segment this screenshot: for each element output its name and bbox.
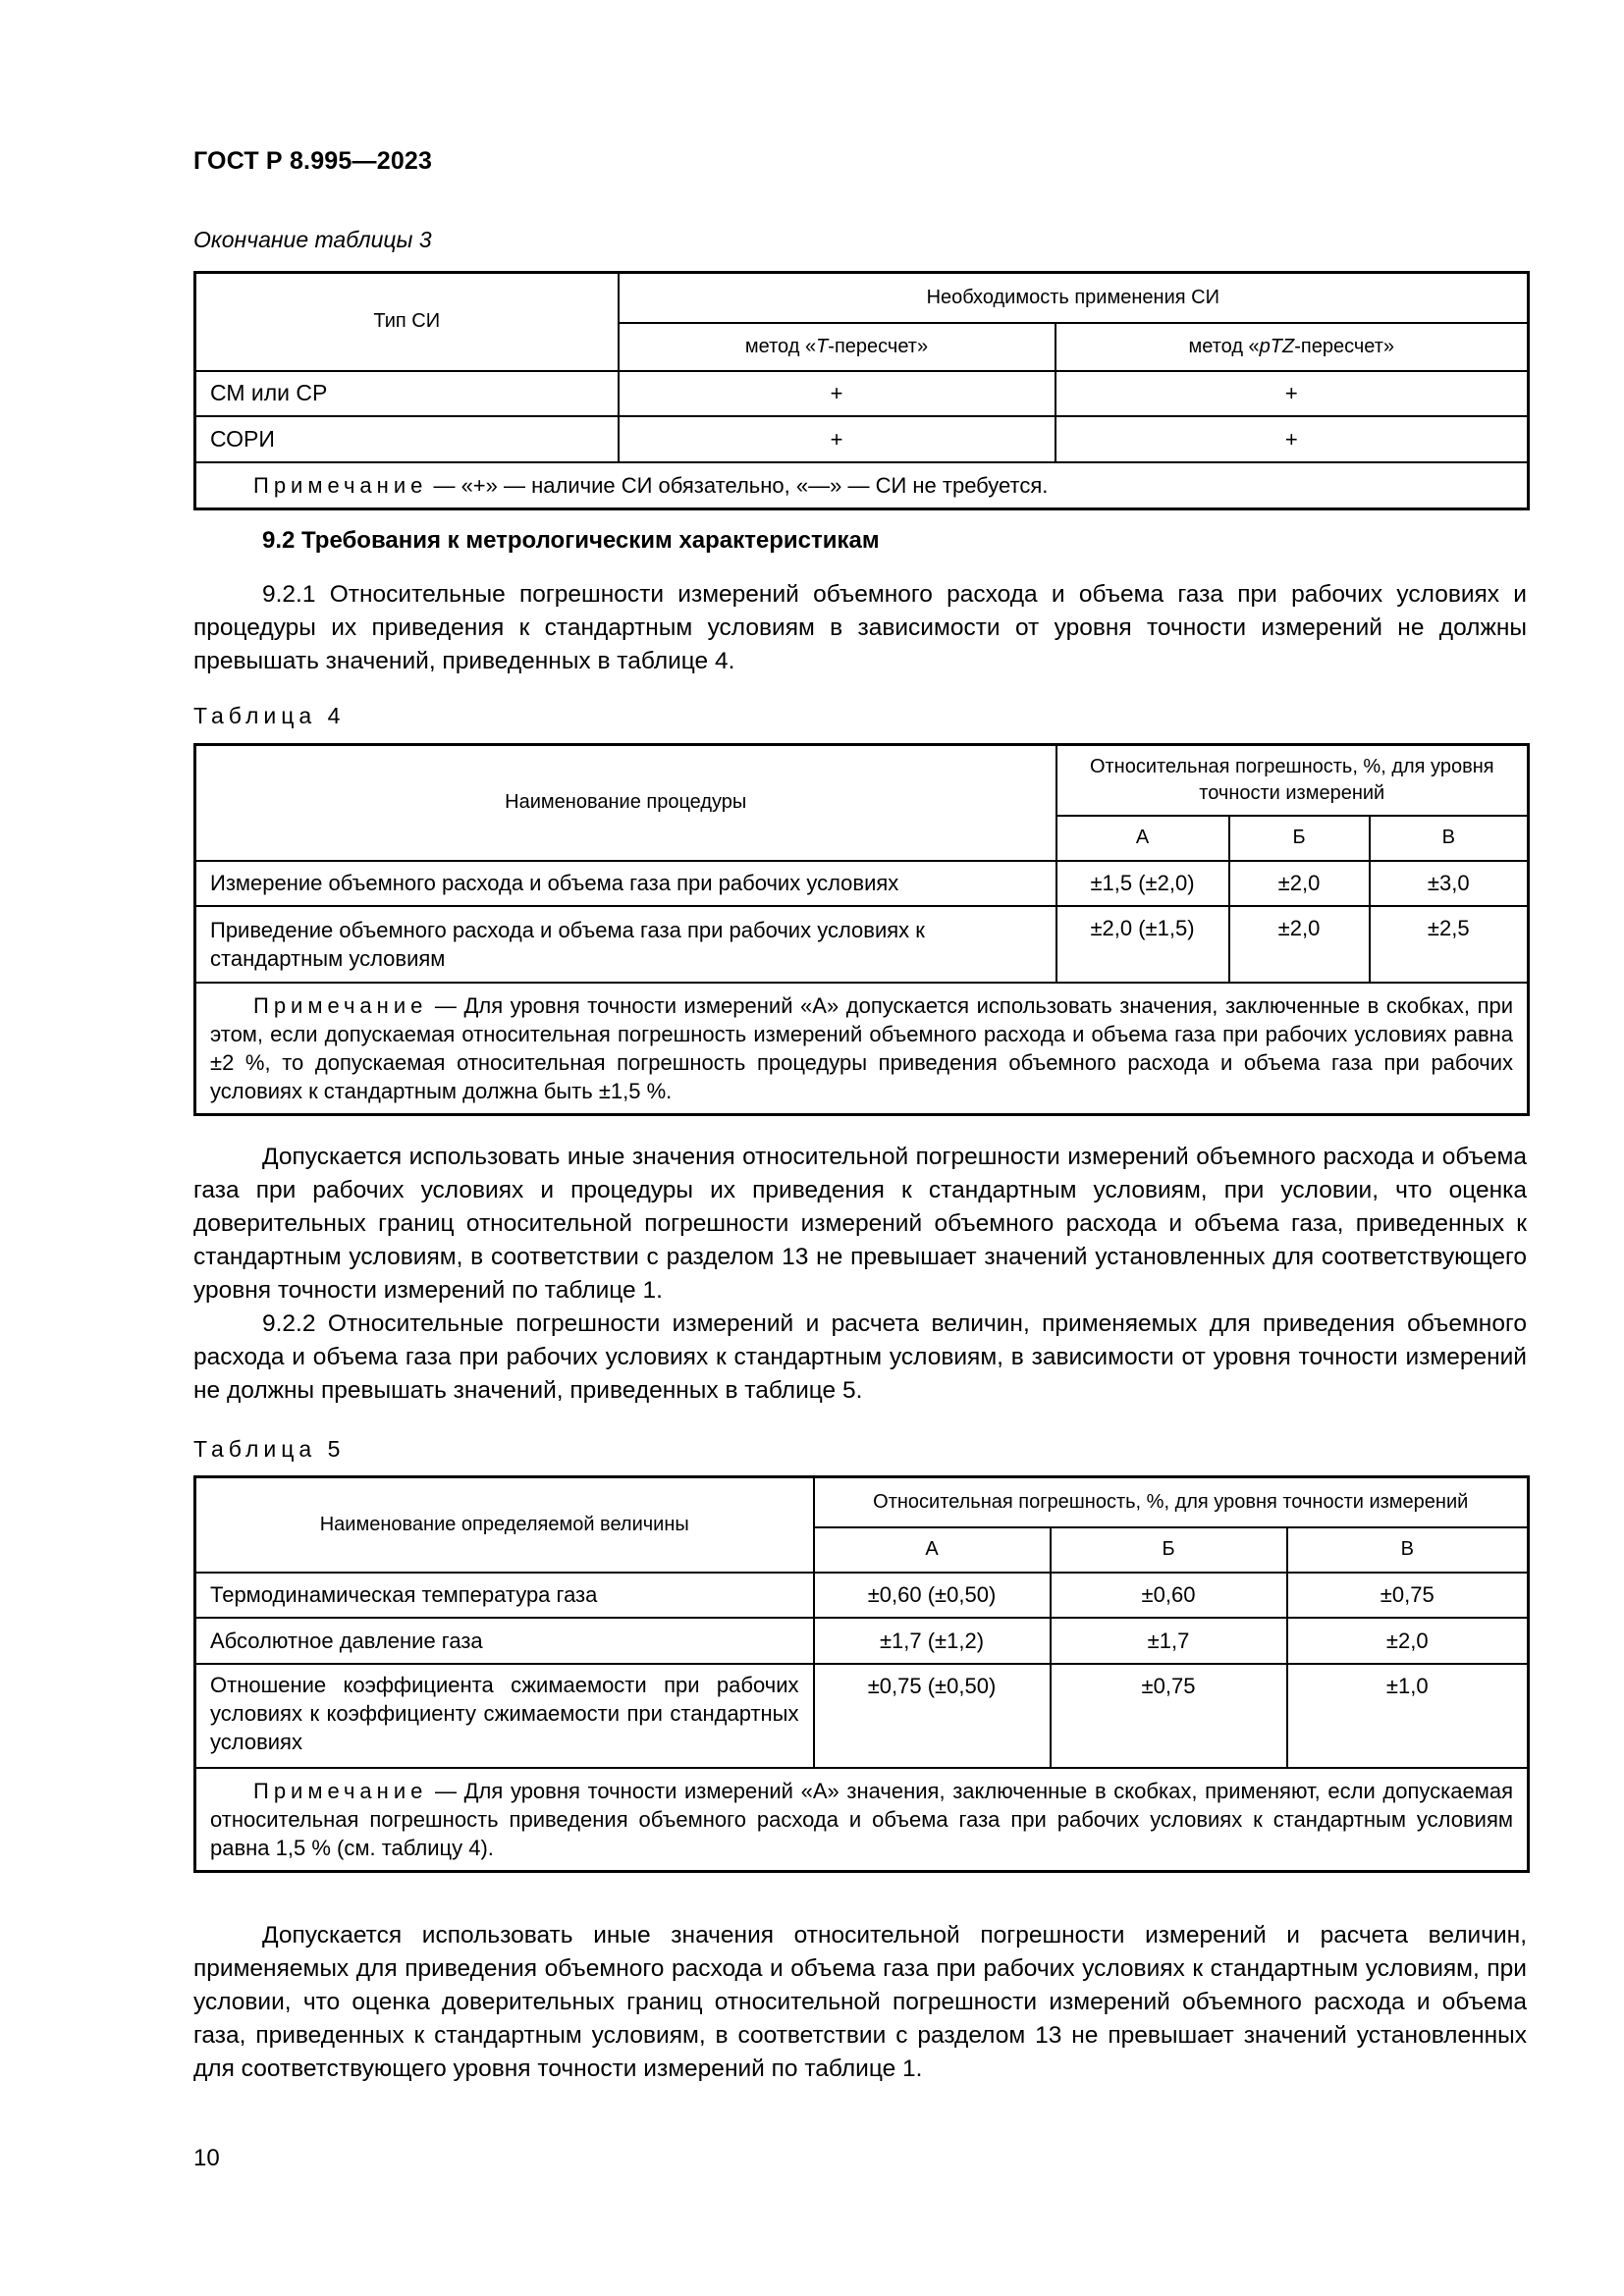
- table-5: [193, 1475, 1530, 1873]
- table-4: [193, 743, 1530, 1116]
- table3-header-group: Необходимость применения СИ: [619, 273, 1529, 323]
- table4-header-level-b: Б: [1229, 816, 1370, 861]
- table-3: [193, 271, 1530, 510]
- table4-cell-c: ±3,0: [1370, 861, 1529, 906]
- table4-header-level-a: А: [1056, 816, 1229, 861]
- table-row: [195, 1573, 1529, 1618]
- table4-cell-b: ±2,0: [1229, 906, 1370, 983]
- table3-cell-ptz: +: [1056, 416, 1529, 462]
- note-label: Примечание: [253, 992, 428, 1018]
- table4-header-name: Наименование процедуры: [195, 745, 1056, 861]
- table-row: [195, 906, 1529, 983]
- table5-cell-c: ±2,0: [1287, 1618, 1529, 1664]
- table5-header-level-c: В: [1287, 1527, 1529, 1573]
- table5-cell-name: Абсолютное давление газа: [195, 1618, 814, 1664]
- table3-caption: Окончание таблицы 3: [193, 227, 432, 252]
- paragraph-9-2-1: 9.2.1 Относительные погрешности измерений объемного расхода и объема газа при рабочих условиях и процедуры их приведения к стандартным условиям в зависимости от уровня точности измерений не должны превышать значений, приведенных в таблице 4.: [193, 581, 1527, 674]
- table4-header-level-c: В: [1370, 816, 1529, 861]
- table5-label: Таблица 5: [193, 1436, 346, 1462]
- table3-cell-type: СМ или СР: [195, 371, 619, 416]
- table5-cell-b: ±0,75: [1051, 1664, 1287, 1768]
- table3-cell-t: +: [619, 416, 1056, 462]
- table5-header-level-b: Б: [1051, 1527, 1287, 1573]
- table-row: [195, 1618, 1529, 1664]
- table5-cell-c: ±1,0: [1287, 1664, 1529, 1768]
- table3-cell-type: СОРИ: [195, 416, 619, 462]
- table-row: [195, 861, 1529, 906]
- table5-cell-b: ±1,7: [1051, 1618, 1287, 1664]
- paragraph-after-table5: Допускается использовать иные значения относительной погрешности измерений и расчета величин, применяемых для приведения объемного расхода и объема газа при рабочих условиях к стандартным условиям, при условии, что оценка доверительных границ относительной погрешности измерений объемного расхода и объема газа, приведенных к стандартным условиям, в соответствии с разделом 13 не превышает значений установленных для соответствующего уровня точности измерений по таблице 1.: [193, 1922, 1527, 2082]
- table5-cell-a: ±1,7 (±1,2): [814, 1618, 1051, 1664]
- page-number: 10: [193, 2145, 220, 2171]
- note-label: Примечание: [253, 1778, 428, 1803]
- table4-cell-a: ±2,0 (±1,5): [1056, 906, 1229, 983]
- table5-cell-name: Термодинамическая температура газа: [195, 1573, 814, 1618]
- table5-cell-name: Отношение коэффициента сжимаемости при рабочих условиях к коэффициенту сжимаемости при стандартных условиях: [195, 1664, 814, 1768]
- table3-note: Примечание — «+» — наличие СИ обязательно, «—» — СИ не требуется.: [195, 462, 1529, 509]
- table3-header-t: метод «T-пересчет»: [619, 323, 1056, 371]
- table4-cell-name: Приведение объемного расхода и объема газа при рабочих условиях к стандартным условиям: [195, 906, 1056, 983]
- table5-header-level-a: А: [814, 1527, 1051, 1573]
- table5-cell-a: ±0,75 (±0,50): [814, 1664, 1051, 1768]
- table4-cell-name: Измерение объемного расхода и объема газа при рабочих условиях: [195, 861, 1056, 906]
- note-label: Примечание: [253, 472, 428, 498]
- table3-header-type: Тип СИ: [195, 273, 619, 371]
- table5-header-name: Наименование определяемой величины: [195, 1477, 814, 1573]
- table5-cell-c: ±0,75: [1287, 1573, 1529, 1618]
- table5-cell-b: ±0,60: [1051, 1573, 1287, 1618]
- table4-cell-a: ±1,5 (±2,0): [1056, 861, 1229, 906]
- table4-note: Примечание — Для уровня точности измерений «А» допускается использовать значения, заключенные в скобках, при этом, если допускаемая относительная погрешность измерений объемного расхода и объема газа при рабочих условиях равна ±2 %, то допускаемая относительная погрешность процедуры приведения объемного расхода и объема газа при рабочих условиях к стандартным должна быть ±1,5 %.: [195, 983, 1529, 1115]
- table5-header-group: Относительная погрешность, %, для уровня точности измерений: [814, 1477, 1529, 1527]
- document-id: ГОСТ Р 8.995—2023: [193, 147, 433, 175]
- table4-cell-c: ±2,5: [1370, 906, 1529, 983]
- section-heading: 9.2 Требования к метрологическим характеристикам: [262, 527, 880, 554]
- table4-cell-b: ±2,0: [1229, 861, 1370, 906]
- table3-header-ptz: метод «pTZ-пересчет»: [1056, 323, 1529, 371]
- table5-note: Примечание — Для уровня точности измерений «А» значения, заключенные в скобках, применяют, если допускаемая относительная погрешность приведения объемного расхода и объема газа при рабочих условиях к стандартным условиям равна 1,5 % (см. таблицу 4).: [195, 1768, 1529, 1872]
- table-row: [195, 371, 1529, 416]
- table5-cell-a: ±0,60 (±0,50): [814, 1573, 1051, 1618]
- table4-header-group: Относительная погрешность, %, для уровня точности измерений: [1056, 745, 1529, 816]
- paragraph-after-table4: Допускается использовать иные значения относительной погрешности измерений объемного расхода и объема газа при рабочих условиях и процедуры их приведения к стандартным условиям, при условии, что оценка доверительных границ относительной погрешности измерений объемного расхода и объема газа, приведенных к стандартным условиям, в соответствии с разделом 13 не превышает значений установленных для соответствующего уровня точности измерений по таблице 1. 9.2.2 Относительные погрешности измерений и расчета величин, применяемых для приведения объемного расхода и объема газа при рабочих условиях к стандартным условиям, в зависимости от уровня точности измерений не должны превышать значений, приведенных в таблице 5.: [193, 1144, 1527, 1404]
- table3-cell-ptz: +: [1056, 371, 1529, 416]
- table3-cell-t: +: [619, 371, 1056, 416]
- table-row: [195, 1664, 1529, 1768]
- table4-label: Таблица 4: [193, 703, 346, 728]
- table-row: [195, 416, 1529, 462]
